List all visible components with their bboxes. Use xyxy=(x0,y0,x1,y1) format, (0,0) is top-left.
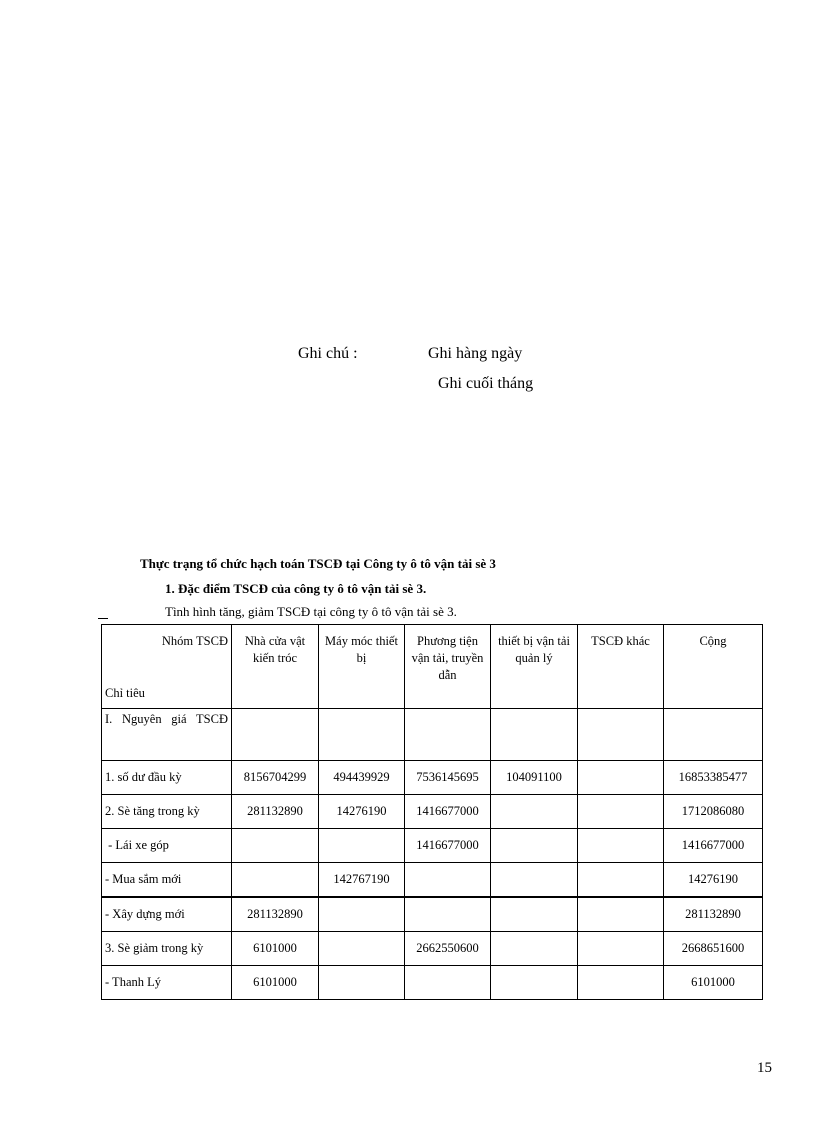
table-cell xyxy=(319,709,405,761)
table-cell xyxy=(578,795,664,829)
note-daily: Ghi hàng ngày xyxy=(428,345,523,362)
table-cell: 1416677000 xyxy=(405,795,491,829)
intro-text: Tình hình tăng, giảm TSCĐ tại công ty ô tô vận tải sè 3. xyxy=(165,604,457,619)
table-cell xyxy=(578,863,664,898)
table-cell: 6101000 xyxy=(664,966,763,1000)
row-label: - Thanh Lý xyxy=(102,966,232,1000)
table-cell xyxy=(491,932,578,966)
table-cell xyxy=(232,829,319,863)
table-cell xyxy=(664,709,763,761)
table-row xyxy=(102,897,763,932)
table-row xyxy=(102,966,763,1000)
margin-dash xyxy=(98,618,108,619)
row-label: 3. Sè giảm trong kỳ xyxy=(102,932,232,966)
table-cell: 142767190 xyxy=(319,863,405,898)
corner-bottom-label: Chỉ tiêu xyxy=(105,686,145,701)
table-cell: 14276190 xyxy=(664,863,763,898)
table-cell xyxy=(578,829,664,863)
column-header: Phương tiện vận tải, truyền dẫn xyxy=(405,625,491,709)
row-label: 1. số dư đầu kỳ xyxy=(102,761,232,795)
table-cell: 1416677000 xyxy=(405,829,491,863)
table-cell xyxy=(491,709,578,761)
table-cell xyxy=(578,932,664,966)
table-row xyxy=(102,761,763,795)
table-cell: 281132890 xyxy=(232,897,319,932)
table-cell xyxy=(232,863,319,898)
table-cell xyxy=(319,932,405,966)
table-row xyxy=(102,709,763,761)
table-cell: 6101000 xyxy=(232,932,319,966)
table-cell: 1416677000 xyxy=(664,829,763,863)
column-header: TSCĐ khác xyxy=(578,625,664,709)
note-monthly: Ghi cuối tháng xyxy=(438,375,534,392)
column-header: Cộng xyxy=(664,625,763,709)
column-header: thiết bị vận tải quản lý xyxy=(491,625,578,709)
table-cell xyxy=(491,897,578,932)
table-cell: 1712086080 xyxy=(664,795,763,829)
table-cell: 6101000 xyxy=(232,966,319,1000)
table-cell xyxy=(232,709,319,761)
note-label: Ghi chú : xyxy=(298,345,358,362)
section-title: Thực trạng tổ chức hạch toán TSCĐ tại Công ty ô tô vận tải sè 3 xyxy=(140,556,496,571)
table-cell xyxy=(319,966,405,1000)
table-cell: 494439929 xyxy=(319,761,405,795)
table-cell xyxy=(578,966,664,1000)
table-cell xyxy=(491,795,578,829)
table-cell: 281132890 xyxy=(232,795,319,829)
table-row xyxy=(102,795,763,829)
table-cell xyxy=(405,709,491,761)
table-cell xyxy=(405,966,491,1000)
row-label: - Xây dựng mới xyxy=(102,897,232,932)
corner-header-cell xyxy=(102,625,232,709)
table-cell: 2668651600 xyxy=(664,932,763,966)
subsection-title: 1. Đặc điểm TSCĐ của công ty ô tô vận tải sè 3. xyxy=(165,581,427,596)
table-row xyxy=(102,863,763,898)
fixed-asset-table xyxy=(101,624,763,1000)
row-label: - Mua sắm mới xyxy=(102,863,232,898)
table-cell xyxy=(491,863,578,898)
table-cell: 16853385477 xyxy=(664,761,763,795)
table-cell xyxy=(319,897,405,932)
table-cell xyxy=(405,897,491,932)
table-cell: 2662550600 xyxy=(405,932,491,966)
table-cell xyxy=(578,709,664,761)
table-cell: 14276190 xyxy=(319,795,405,829)
column-header: Nhà cửa vật kiến tróc xyxy=(232,625,319,709)
table-cell xyxy=(405,863,491,898)
corner-top-label: Nhóm TSCĐ xyxy=(161,634,228,648)
page-number: 15 xyxy=(757,1060,772,1076)
table-cell: 104091100 xyxy=(491,761,578,795)
table-cell: 8156704299 xyxy=(232,761,319,795)
table-cell xyxy=(578,897,664,932)
table-cell xyxy=(491,829,578,863)
table-cell xyxy=(578,761,664,795)
table-row xyxy=(102,932,763,966)
table-cell xyxy=(491,966,578,1000)
row-label: - Lái xe góp xyxy=(102,829,232,863)
column-header: Máy móc thiết bị xyxy=(319,625,405,709)
table-cell: 7536145695 xyxy=(405,761,491,795)
row-label: I. Nguyên giá TSCĐ xyxy=(102,709,232,761)
row-label: 2. Sè tăng trong kỳ xyxy=(102,795,232,829)
table-header-row xyxy=(102,625,763,709)
table-cell: 281132890 xyxy=(664,897,763,932)
table-cell xyxy=(319,829,405,863)
table-row xyxy=(102,829,763,863)
